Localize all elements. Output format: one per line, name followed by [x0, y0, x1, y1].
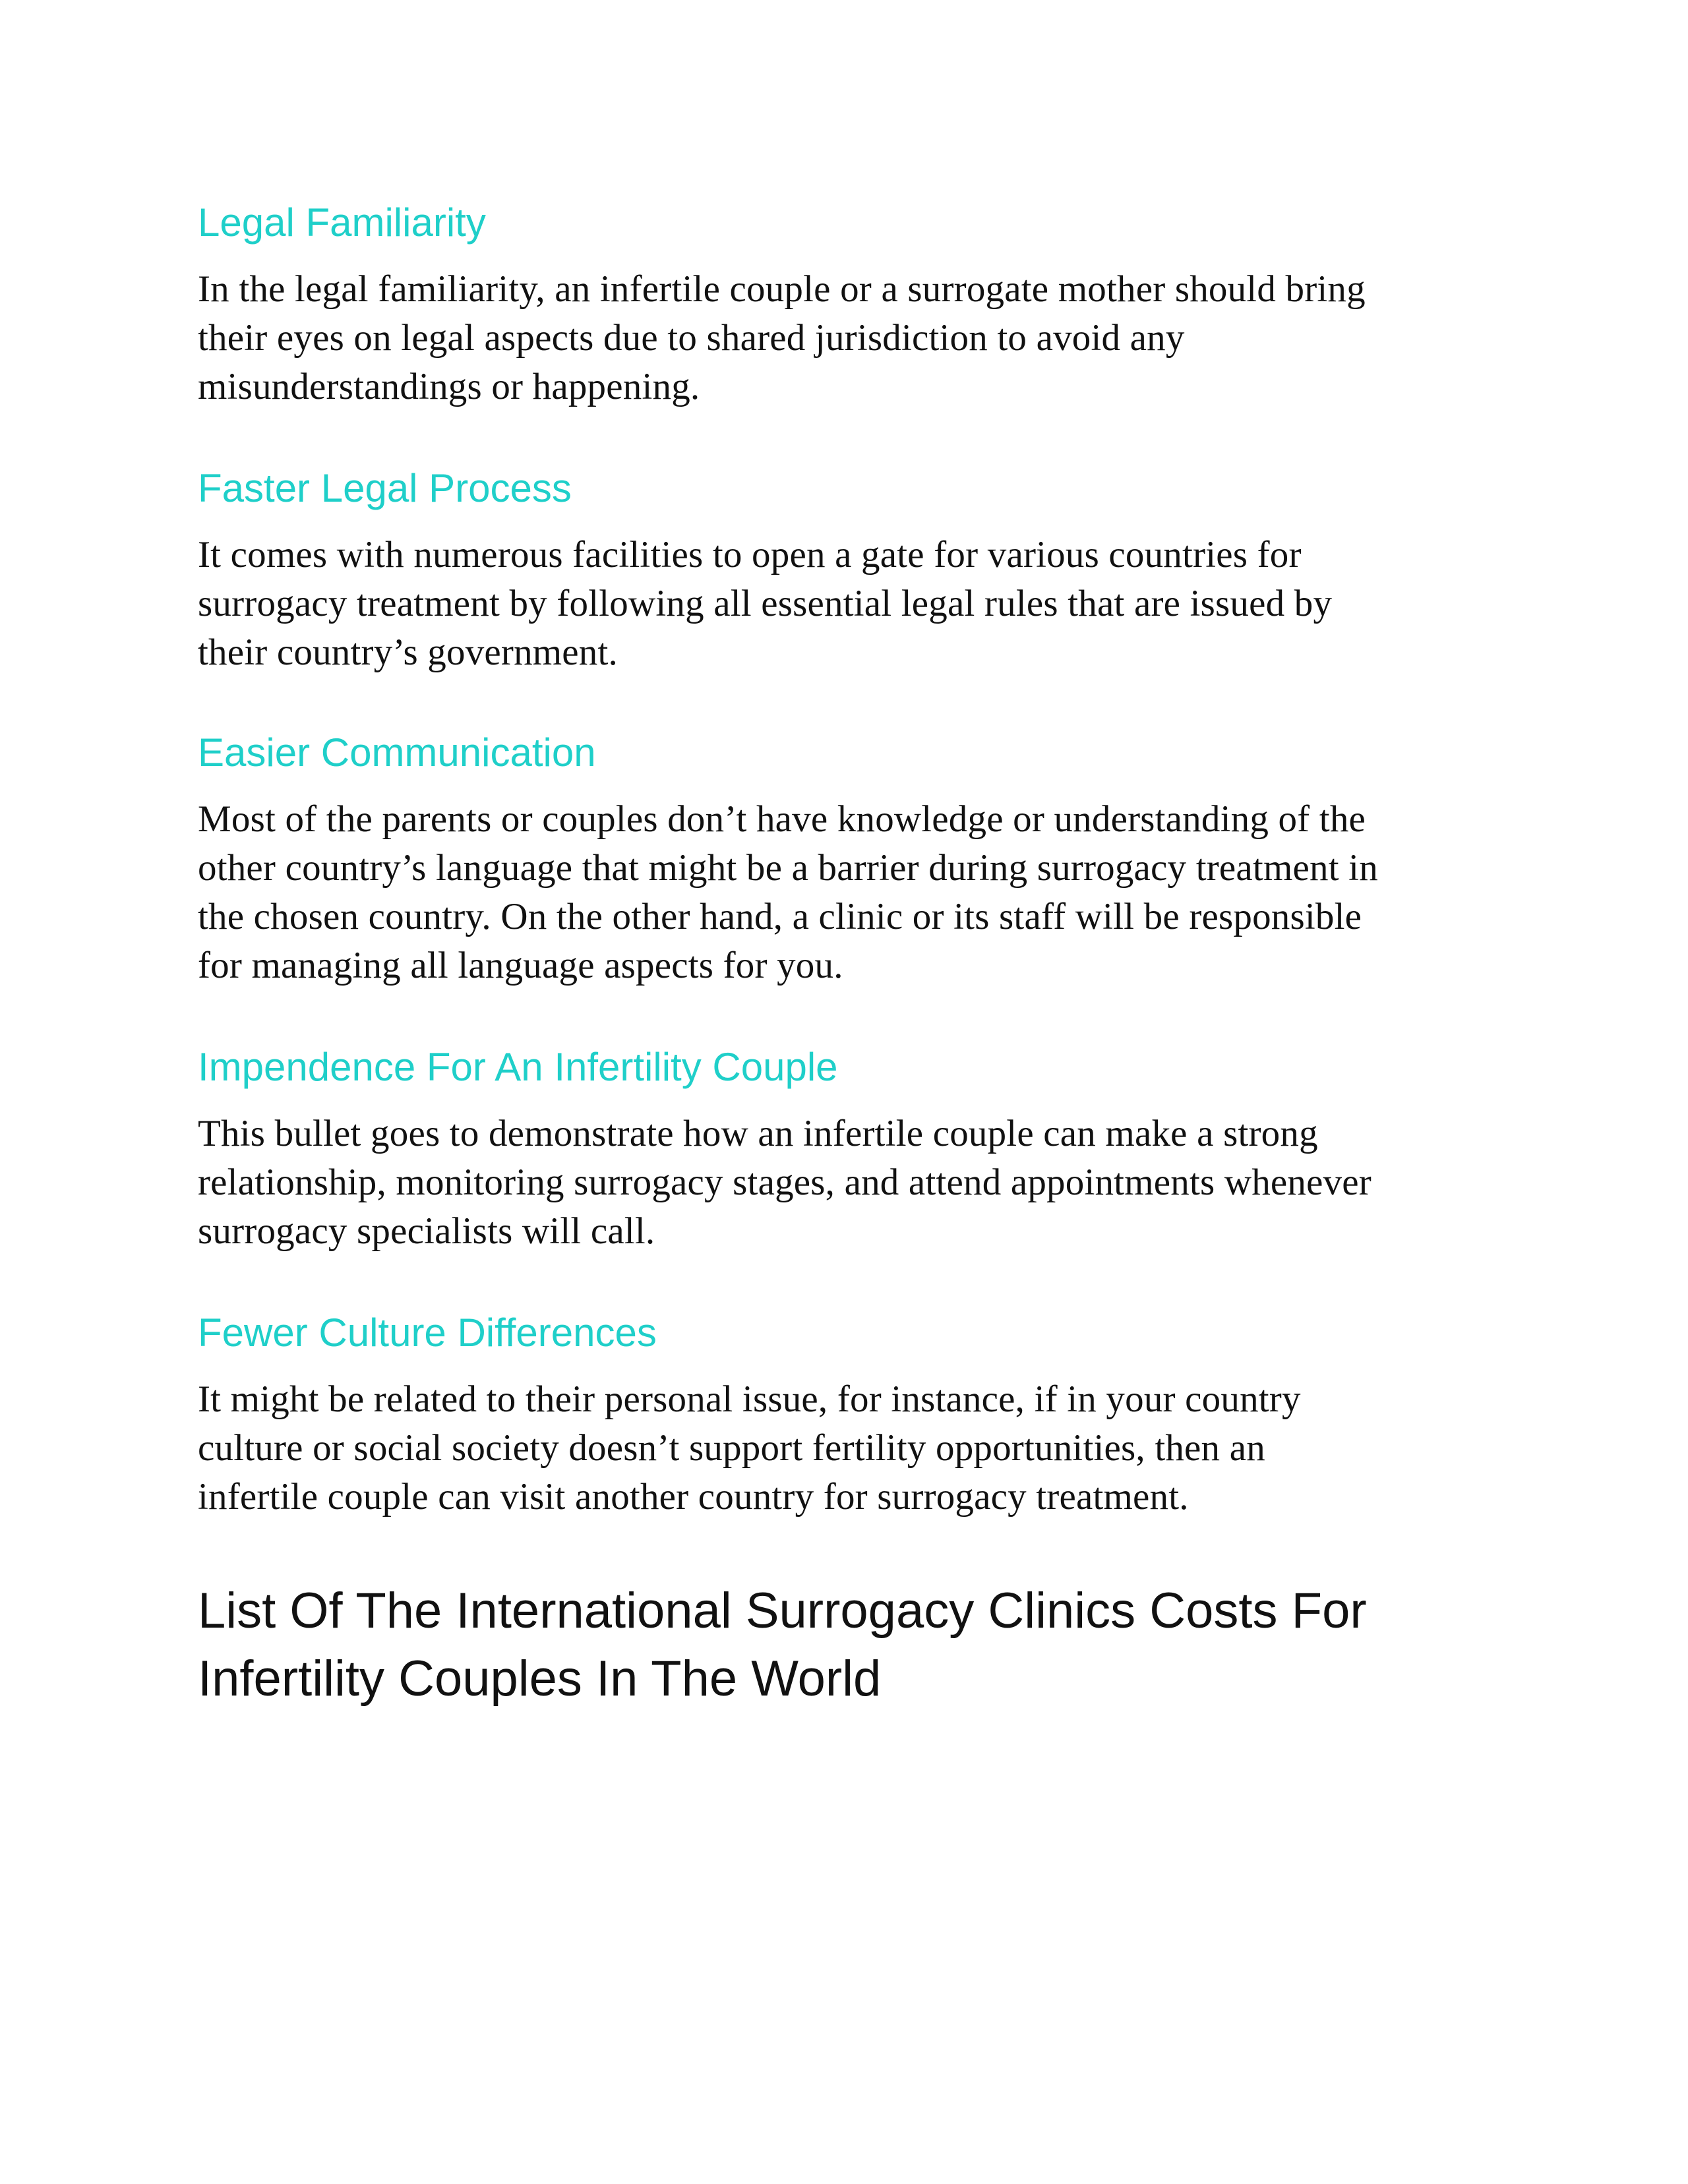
- paragraph-line: their country’s government.: [198, 632, 618, 673]
- paragraph-line: infertile couple can visit another country for surrogacy treatment.: [198, 1476, 1189, 1518]
- paragraph-line: In the legal familiarity, an infertile couple or a surrogate mother should bring: [198, 268, 1366, 310]
- section-heading: Impendence For An Infertility Couple: [198, 1045, 838, 1089]
- paragraph-line: for managing all language aspects for you.: [198, 945, 843, 986]
- section-heading: Legal Familiarity: [198, 200, 486, 245]
- paragraph-line: It might be related to their personal issue, for instance, if in your country: [198, 1378, 1301, 1420]
- paragraph-line: surrogacy specialists will call.: [198, 1210, 655, 1252]
- paragraph-line: their eyes on legal aspects due to shared jurisdiction to avoid any: [198, 317, 1185, 359]
- paragraph-line: This bullet goes to demonstrate how an infertile couple can make a strong: [198, 1113, 1318, 1154]
- section-heading: Fewer Culture Differences: [198, 1311, 657, 1355]
- list-heading-line: List Of The International Surrogacy Clinics Costs For: [198, 1583, 1367, 1639]
- paragraph-line: the chosen country. On the other hand, a clinic or its staff will be responsible: [198, 896, 1362, 937]
- section-heading: Faster Legal Process: [198, 466, 572, 510]
- paragraph-line: misunderstandings or happening.: [198, 366, 700, 407]
- paragraph-line: Most of the parents or couples don’t have knowledge or understanding of the: [198, 798, 1366, 840]
- paragraph-line: other country’s language that might be a barrier during surrogacy treatment in: [198, 847, 1378, 889]
- paragraph-line: culture or social society doesn’t support fertility opportunities, then an: [198, 1427, 1265, 1469]
- paragraph-line: surrogacy treatment by following all essential legal rules that are issued by: [198, 583, 1333, 624]
- section-heading: Easier Communication: [198, 730, 596, 775]
- list-heading-line: Infertility Couples In The World: [198, 1651, 882, 1707]
- paragraph-line: It comes with numerous facilities to open a gate for various countries for: [198, 534, 1302, 576]
- paragraph-line: relationship, monitoring surrogacy stages, and attend appointments whenever: [198, 1162, 1372, 1203]
